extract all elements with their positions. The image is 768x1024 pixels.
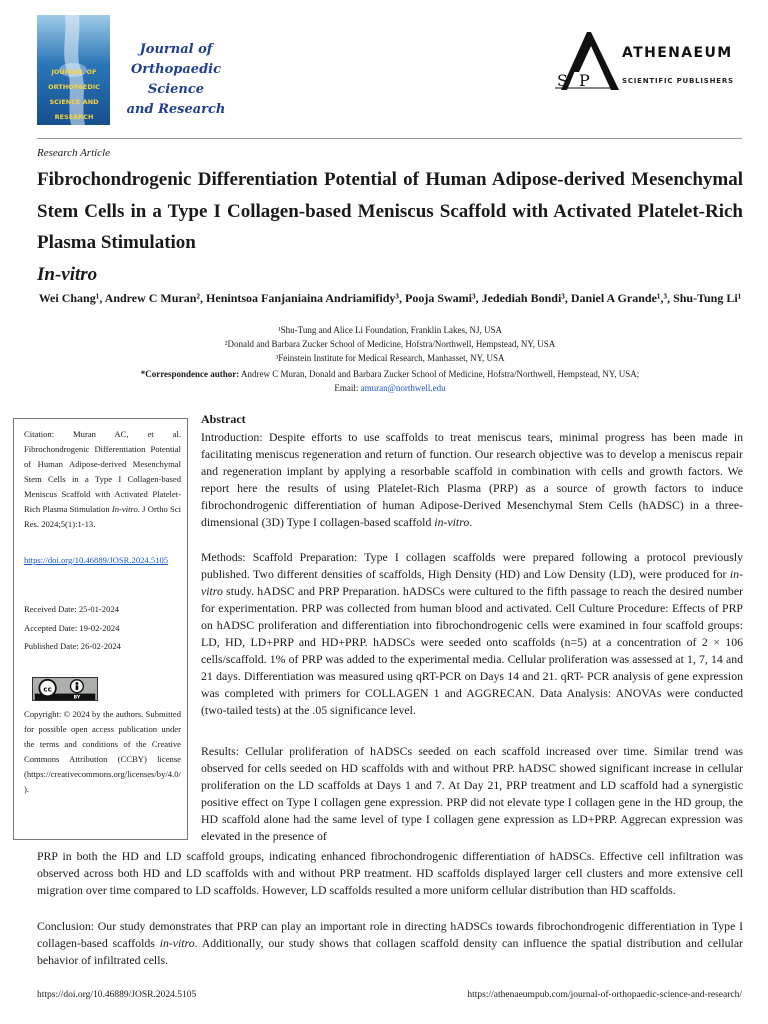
footer-journal-url[interactable]: https://athenaeumpub.com/journal-of-orthopaedic-science-and-research/ <box>467 990 742 1000</box>
svg-text:S: S <box>557 71 568 90</box>
article-title-main: Fibrochondrogenic Differentiation Potential of Human Adipose-derived Mesenchymal Stem Cells in a Type I Collagen-based Meniscus Scaffold with Activated Platelet-Rich Plasma Stimulation <box>37 169 743 253</box>
received-date: Received Date: 25-01-2024 <box>24 604 119 614</box>
svg-text:BY: BY <box>73 695 81 701</box>
citation-text: Citation: Muran AC, et al. Fibrochondrogenic Differentiation Potential of Human Adipose-derived Mesenchymal Stem Cells in a Type I Collagen-based Meniscus Scaffold with Activated Platelet-Rich Plasma Stimulation <box>24 429 181 514</box>
email-label: Email: <box>334 383 361 393</box>
published-date: Published Date: 26-02-2024 <box>24 641 121 651</box>
abstract-italic: in-vitro <box>201 567 743 598</box>
svg-text:cc: cc <box>43 684 52 694</box>
abstract-italic: in-vitro <box>159 936 195 950</box>
abstract-methods <box>201 549 743 742</box>
accepted-date: Accepted Date: 19-02-2024 <box>24 623 120 633</box>
header-divider <box>37 138 742 139</box>
abstract-text: . Additionally, our study shows that collagen scaffold density can influence the spatial distribution and cellular behavior of infiltrated cells. <box>37 936 743 967</box>
abstract-text: . <box>469 515 473 529</box>
doi-link[interactable]: https://doi.org/10.46889/JOSR.2024.5105 <box>24 555 169 565</box>
journal-logo <box>37 15 110 125</box>
article-title <box>37 164 743 290</box>
article-title-italic: In-vitro <box>37 263 98 285</box>
publisher-logo-icon <box>551 30 621 92</box>
abstract-text: Methods: Scaffold Preparation: Type I collagen scaffolds were prepared following a protocol previously published. Two different densities of scaffolds, High Density (HD) and Low Density (LD), were produced for <box>201 550 743 581</box>
correspondence-text: Andrew C Muran, Donald and Barbara Zucker School of Medicine, Hofstra/Northwell, Hempstead, NY, USA; <box>239 369 640 379</box>
article-type: Research Article <box>37 147 111 159</box>
journal-title-line: Journal of <box>139 42 213 57</box>
abstract-results-continued: PRP in both the HD and LD scaffold groups, indicating enhanced fibrochondrogenic differentiation of hADSCs. Effective cell infiltration was observed across both HD and LD scaffolds with and without PRP treatment. HD scaffolds displayed larger cell clusters and more extensive cell migration over time compared to LD scaffolds. However, LD scaffolds resulted a more uniform cellular distribution than HD scaffolds. <box>37 849 743 897</box>
affiliation: ³Feinstein Institute for Medical Research, Manhasset, NY, USA <box>275 353 505 363</box>
cc-by-license-icon <box>32 677 98 701</box>
citation-text-end: . J Ortho Sci Res. 2024;5(1):1-13. <box>24 504 182 529</box>
affiliation: ²Donald and Barbara Zucker School of Medicine, Hofstra/Northwell, Hempstead, NY, USA <box>224 339 556 349</box>
abstract-text: Conclusion: Our study demonstrates that PRP can play an important role in directing hADSCs towards fibrochondrogenic differentiation in Type I collagen-based scaffolds <box>37 919 743 950</box>
citation-sidebar <box>13 418 188 840</box>
correspondence <box>30 369 750 379</box>
abstract-introduction <box>201 429 743 549</box>
citation-italic: In-vitro <box>111 504 138 514</box>
abstract-text: Introduction: Despite efforts to use scaffolds to treat meniscus tears, minimal progress has been made in facilitating meniscus regeneration and return of function. Our research objective was to develop a meniscus repair and regeneration implant by applying a resorbable scaffold in combination with cells and growth factors. We report here the results of using Platelet-Rich Plasma (PRP) as a source of growth factors to induce fibrochondrogenic differentiation of human Adipose-Derived Mesenchymal Stem Cells (hADSC) in a three-dimensional (3D) Type I collagen-based scaffold <box>201 430 743 529</box>
copyright-notice: Copyright: © 2024 by the authors. Submitted for possible open access publication under the terms and conditions of the Creative Commons Attribution (CCBY) license (https://creativecommons.org/licenses/by/4.0/). <box>24 709 181 794</box>
email-link[interactable]: amuran@northwell.edu <box>360 383 446 393</box>
publisher-subtitle: SCIENTIFIC PUBLISHERS <box>622 77 734 85</box>
journal-title <box>112 40 240 120</box>
abstract-results: Results: Cellular proliferation of hADSCs seeded on each scaffold increased over time. Similar trend was observed for cells seeded on HD scaffolds with and without PRP. hADSC showed significant increase in cellular proliferation on the LD scaffolds at Days 1 and 7. At Day 21, PRP treatment and LD scaffold had a synergistic positive effect on Type I collagen gene expression. PRP did not elevate type I collagen gene in the HD group, the HD scaffold alone had the same level of type I collagen gene expression as LD+PRP. Aggrecan expression was elevated in the presence of <box>201 744 743 843</box>
affiliation: ¹Shu-Tung and Alice Li Foundation, Franklin Lakes, NJ, USA <box>277 325 503 335</box>
publisher-name: ATHENAEUM <box>622 45 733 61</box>
abstract-text: study. hADSC and PRP Preparation. hADSCs were cultured to the fifth passage to reach the desired number for experimentation. PRP was collected from human blood and activated. Cell Culture Procedure: Effects of PRP on hADSC proliferation and differentiation into fibrochondrogenic cells were examined in four scaffold groups: LD, HD, LD+PRP and HD+PRP. hADSCs were seeded onto scaffolds (n=5) at a concentration of 2 × 106 cells/scaffold. 1% of PRP was added to the experimental media. Cellular proliferation was assessed at 1, 7, 14 and 21 days. Differentiation was measured using qRT-PCR on Days 14 and 21. qRT- PCR analysis of gene expression was completed with primers for COLLAGEN 1 and AGGRECAN. Data Analysis: ANOVAs were conducted (two-tailed tests) at the .05 significance level. <box>201 584 743 717</box>
footer-doi-link[interactable]: https://doi.org/10.46889/JOSR.2024.5105 <box>37 990 197 1000</box>
svg-text:P: P <box>579 71 590 90</box>
abstract-italic: in-vitro <box>434 515 470 529</box>
correspondence-label: *Correspondence author: <box>140 369 240 379</box>
journal-title-line: and Research <box>126 102 226 117</box>
journal-title-line: Orthopaedic Science <box>130 62 222 97</box>
abstract-conclusion <box>37 918 743 970</box>
journal-logo-text: JOURNAL OF ORTHOPAEDIC SCIENCE AND RESEARCH <box>48 68 100 121</box>
email-line <box>30 383 750 393</box>
citation <box>24 427 181 532</box>
author-list: Wei Chang¹, Andrew C Muran², Henintsoa Fanjaniaina Andriamifidy³, Pooja Swami³, Jedediah Bondi³, Daniel A Grande¹,³, Shu-Tung Li¹ <box>38 291 742 305</box>
abstract-heading: Abstract <box>201 412 246 426</box>
